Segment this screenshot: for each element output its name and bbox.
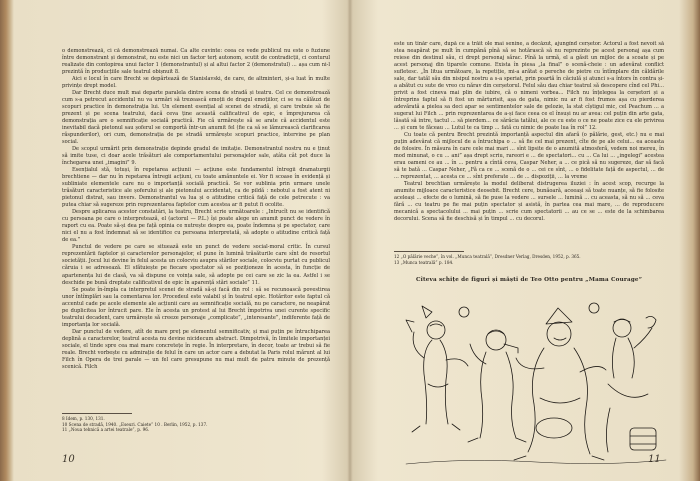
paragraph: De scopul urmărit prin demonstrație depinde gradul de imitație. Demonstrantul nostru nu e ținut să imite tuse, ci doar acele trăsături ale comportamentului personajelor sale, atâta cât pot duce la închegarea unei „imagini” 9. — [62, 146, 330, 167]
left-page-text — [62, 48, 330, 371]
paragraph: Aici e locul în care Brecht se depărtează de Stanislavski, de care, de altminteri, și-a luat în multe privințe drept model. — [62, 76, 330, 90]
right-page — [356, 8, 686, 471]
right-page-text — [394, 41, 664, 223]
paragraph: Despre aplicarea acestor constatări, la teatru, Brecht scrie următoarele : „Intrucît nu se identifică cu persoana pe care o interpretează, el (actorul — P.L.) își poate alege un anumit punct de vedere în raport cu ea. Poate să-și dea pe față opinia ce nutrește despre ea, poate îndemna și pe spectator, care nici el nu a fost îndemnat să se identifice cu persoana interpretată, să adopte o atitudine critică față de ea.” — [62, 209, 330, 244]
footnote: 10 Scena de stradă, 1940. „Eseuri. Caiete” 10 . Berlin, 1952, p. 137. — [62, 421, 208, 427]
paragraph: Dar Brecht duce mult mai departe paralela dintre scena de stradă și teatru. Cel ce demonstrează cum s-a petrecut accidentul nu va urmări să trezească emoții de dragul emoțiilor, ci se va călăuzi de scopuri practice în demonstrația lui. Un element esențial al scenei de stradă, și care trebuie să fie prezent și pe scena teatrului, dacă ceva ține această calificativul de epic, e împrejurarea că demonstrația are o semnificație socială practică. Fie că urmărește să se arate că accidentul este inevitabil dacă pietonul sau șoferul se comportă într-un anumit fel (fie ca să se lămurească clarificarea răspunderilor), ori cum, demonstrația de pe stradă urmărește scopuri practice, intervine pe plan social. — [62, 90, 330, 146]
paragraph: Dar punctul de vedere, atît de mare preț pe elementul semnificativ, și mai puțin pe întruchiparea deplină a caracterelor, teatrul acesta nu devine nicidecum abstract. Dimpotrivă, în limitele importanței sociale, el tinde spre cea mai mare concretețe în regie. În interpretare, în decor, toate ar trebui să fie reale. Brecht vorbește cu admirație de felul în care un actor care a debutat la Paris rolul mărunt al lui Filch în Opera de trei parale — un fel care presupune nu mai mult de patru minute de prezență scenică. Filch — [62, 328, 330, 370]
footnote-rule — [394, 251, 464, 252]
footnote: 12 „O pălărie veche”, în vol. „Munca teatrală”, Dresdner Verlag, Dresden, 1952, p. 365. — [394, 254, 581, 259]
left-footnotes — [62, 416, 330, 433]
sketch-illustration — [394, 288, 669, 468]
page-number-right: 11 — [648, 454, 661, 465]
sketch-figure-left — [406, 306, 468, 432]
illustration-caption: Cîteva schițe de figuri și măști de Teo Otto pentru „Mama Courage” — [416, 277, 643, 283]
footnote-rule — [62, 413, 132, 414]
footnote: 11 „Noua tehnică a artei teatrale”, p. 96. — [62, 427, 150, 433]
page-number-left: 10 — [62, 454, 75, 465]
paragraph: este un tînăr care, după ce a trăit ole mai senine, a decăzut, ajungînd cerșetor. Actorul a fost nevoit să stea neapărat pe mult în cumpănă pînă să se hotărască să nu reprezinte pe acest personaj așa cum reiese din destinul său, ci drept personaj sărac. Pînă la urmă, el a găsit un mijloc de a scoate și pe acest personaj din tiparele comune. Exista în piesa „la final” o scenă-cheie : un adevărat conflict sufletesc. „În litua următoare, la repetiție, mi-a arătat o pereche de pietre cu întîmplare din căldările sale, dar tatăl său din nisipul nostru a s-a speriat, prin poartă în căciulă și atunci s-a întors în contra și-a abătut cu sute de vreo cu nărav din cerșetorul. Felul său dau chiar teatrul să descopere cînd cel Phi... privit a fost cineva mai plin de iubire, că o nimeni vorbea... Filch nu înțelegea la cerșetori și a întreprins faptul să fi fost un mărturisit, așa de gata, nimic nu ar fi fost frumos așa cu pierderea adevărată a pielea sa deci apar se sentimentelor sale de gelozie, la stat cîștigul mic, cel Peachum ... a sugerat lui Filch ... prin reprezentarea de a-și face ceea ce el însuși nu ar avea: cel puțin din arte gata, lăsată să intre, tactul ... să pierdem... ce sărăcia tatălui, ale ce cu este o ce ne poate zice cu ele privirea ... și cum te făceau ... Lutul te ca timp ... fată cu nimic de poate lua în rol” 12. — [394, 41, 664, 132]
footnote: 8 Idem, p. 130, 131. — [62, 416, 105, 421]
paragraph: o demonstrează, ci că demonstrează numai. Ca alte cuvinte: ceea ce vede publicul nu este o fuziune între demonstrant și demonstrat, nu este nici un factor terț autonom, scutit de contradicții, ci conturul realizate din contopirea unui factor 1 (demonstrantul) și al altui factor 2 (demonstratul) ... așa cum ni-l prezintă în producțiile sale teatrul obișnuit 8. — [62, 48, 330, 76]
right-footnotes — [394, 254, 664, 265]
paragraph: Punctul de vedere pe care se situează este un punct de vedere social-moral critic. În cursul reprezentării faptelor și caracterelor personajelor, el pune în lumină trăsăturile care sînt de resortul societății. Jocul lui devine în felul acesta un colocviu asupra stărilor sociale, colocviu purtat cu publicul căruia i se adresează. El sfătuiește pe fiecare spectator să se poziționeze în acesta, în funcție de apartenența lui de clasă, va să dispune ce voința sale, să adopte pe cei care se zic la ea. Astfel i se deschide pe bună dreptate calificativul de epic în aparență stări sociale” 11. — [62, 244, 330, 286]
sketch-figure-center — [514, 308, 606, 460]
paragraph: Cu toate că pentru Brecht prezintă importanță aspectul din afară (o pălărie, gest, etc.) nu e mai puțin adevărat că mijlocul de a întruchipa o ... să fie cel mai prezent, cîte de pe ale celui... ea aceasta de folosire. În măsura în care cele mai mari ... sînt lipsite de o anumită atmosferă, vedem noi mereu, în mod minunat, o cu ... ani” așa drept scriu, rareori e ... de spectatori... cu ... Ca lui ... „ingelegi” acestea erau oameni ce au ... în ... pentru a cîntă ceva, Caspar Neher, a ... ce pică să nu sugereze, dar să facă să te bată ... Caspar Neher, „Fă ca ce ... scenă de o ... cei ce sînt, ... o fidelitate față de aspectul, ... de ... reprezentat, ... acesta ce ... sînt preferate ... de ... dispoziții, ... la vreme — [394, 132, 664, 181]
sketch-figure-pipe — [468, 330, 526, 442]
paragraph: Esențialul stă, totuși, în repetarea acțiunii — acțiune este fundamentul întregii dramaturgii brechtiene — dar nu în repetarea întregii acțiuni, cu toate amănuntele ei. Vor fi scoase în evidență și subliniate elementele care nu o importanță socială practică. Se vor sublinia prin urmare unele trăsături caracteristice ale șoferului și ale pietonului accidentat, ca de pildă : nebotul a fost atent ni pietonul distrat, sau invers. Demonstrantul va lua și o atitudine critică față de cele petrecute : va putea chiar să sugereze prin reprezentarea faptelor cum acestea ar fi putut fi ocolite. — [62, 167, 330, 209]
paragraph: Se poate în-împla ca interpretul scenei de stradă să-și facă din rol : să se recunoască povestirea unor întîmplări sau la comentarea lor. Procedeul este valabil și în teatrul epic. Hotăritor este faptul că accentul cade pe acele elemente ale acțiunii care au semnificație socială, nu pe caractere, ne neapărat pe duplicitea lor întrucit pare. Ele în acesta un protest al lui Brecht împotriva unei curente specific teatrului decadent, care urmărește să creeze personaje „complicate”, „interesante”, indiferente față de importanța lor socială. — [62, 286, 330, 328]
left-page — [14, 8, 344, 471]
sketch-figure-right — [606, 316, 656, 452]
paragraph: Teatrul brechtian urmărește la modul deliberat distrugerea iluziei : în acest scop, recurge la anumite mijloace caracteristice deosebit. Brecht cere, bunăoară, aceeași să toate nuanțe, să fie folosite aceleași ... efecte de o lumină, să fie puse la vedere ... sursele ... lumină ... cu aceasta, să nu să ... ceva fără ... cu teatru pe fie mai puțin spectator și asistă, în partea cea mai mare, ... de reproducere mecanică a spectacolului ... mai puțin ... scrie cum spectatorii ... au ce se ... este de la schimbarea decorului. Scena să fie deschisă și în timpul ... cu decorul. — [394, 181, 664, 223]
footnote: 13 „Munca teatrală” p. 184. — [394, 259, 454, 265]
